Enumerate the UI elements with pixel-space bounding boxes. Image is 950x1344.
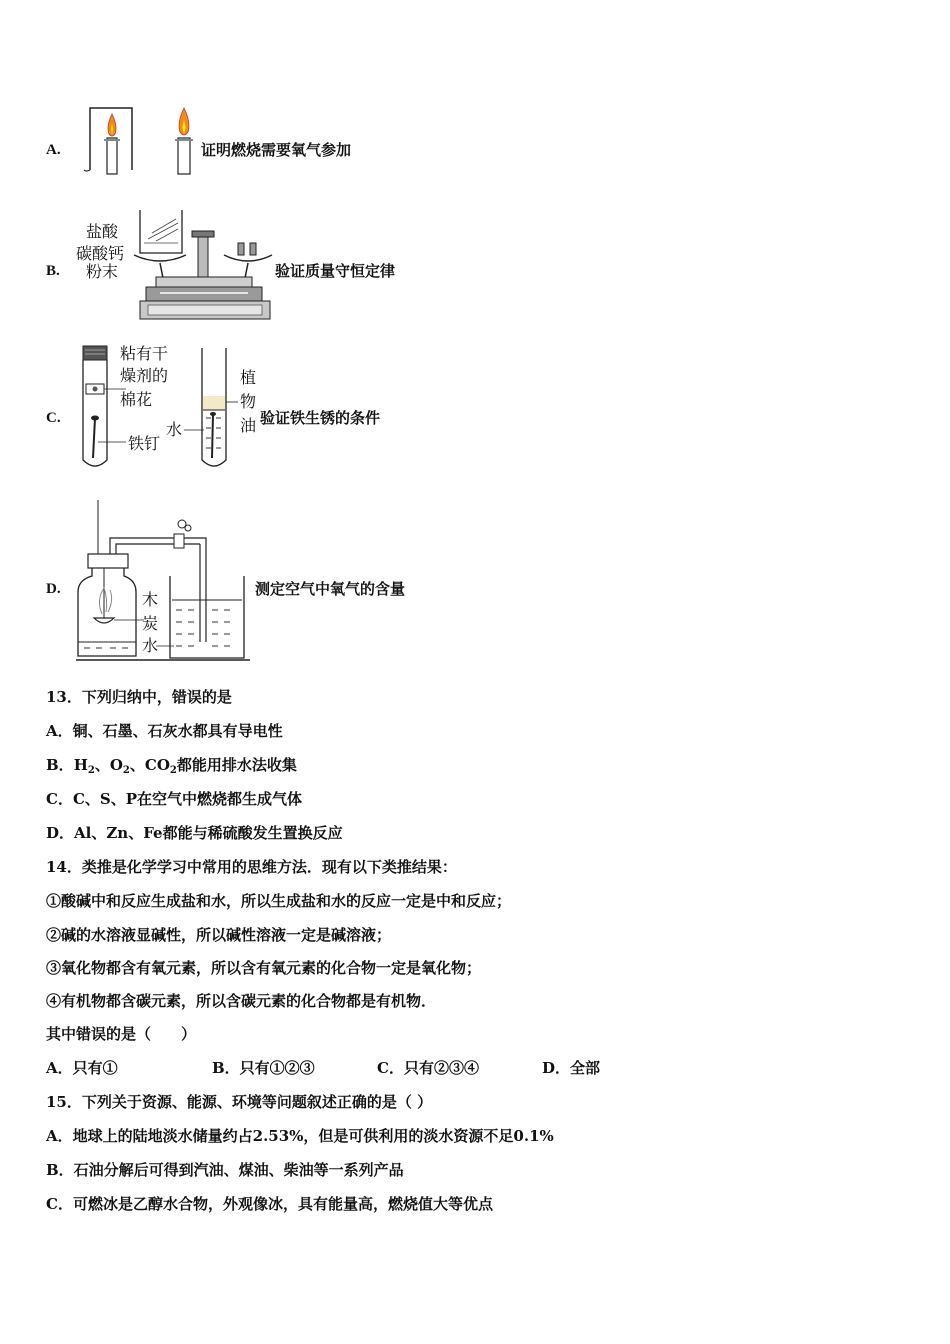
formula-h: H (73, 756, 88, 774)
label-water-d: 水 (142, 636, 159, 655)
q15-stem: 15．下列关于资源、能源、环境等问题叙述正确的是（ ） (46, 1093, 433, 1111)
option-a-letter: A. (46, 142, 61, 158)
option-a-caption: 证明燃烧需要氧气参加 (201, 141, 352, 159)
q13-option-b-text: 都能用排水法收集 (176, 756, 297, 774)
label-calcium-carbonate: 碳酸钙 (76, 244, 125, 263)
q13-option-d (46, 823, 343, 843)
formula-o: 、O (94, 756, 123, 774)
label-charcoal-1: 木 (142, 590, 159, 609)
q15-option-c: C．可燃冰是乙醇水合物，外观像冰，具有能量高，燃烧值大等优点 (46, 1195, 493, 1213)
q14-option-c: C．只有②③④ (377, 1059, 479, 1077)
q13-option-b-letter: B． (46, 756, 74, 774)
q13-stem: 13．下列归纳中，错误的是 (46, 688, 232, 706)
option-d-letter: D. (46, 581, 61, 597)
q14-stem: 14．类推是化学学习中常用的思维方法．现有以下类推结果： (46, 858, 457, 876)
q15-option-b: B．石油分解后可得到汽油、煤油、柴油等一系列产品 (46, 1161, 404, 1179)
option-b-caption: 验证质量守恒定律 (275, 262, 396, 280)
label-oil-char1: 植 (240, 368, 257, 387)
q13-option-d-letter: D． (46, 824, 75, 842)
label-charcoal-2: 炭 (142, 614, 159, 633)
q14-statement-2: ②碱的水溶液显碱性，所以碱性溶液一定是碱溶液； (46, 926, 392, 944)
subscript: 2 (122, 765, 130, 776)
oxygen-content-apparatus-diagram (74, 496, 254, 664)
label-oil-char2: 物 (240, 392, 257, 411)
q14-statement-4: ④有机物都含碳元素，所以含碳元素的化合物都是有机物． (46, 992, 437, 1010)
q14-question: 其中错误的是（ ） (46, 1025, 197, 1043)
q13-option-a (46, 721, 283, 741)
q14-statement-3: ③氧化物都含有氧元素，所以含有氧元素的化合物一定是氧化物； (46, 959, 482, 977)
option-c-letter: C. (46, 410, 61, 426)
label-hydrochloric-acid: 盐酸 (86, 222, 119, 241)
subscript: 2 (169, 765, 177, 776)
q13-option-a-letter: A． (46, 722, 73, 740)
q14-statement-1: ①酸碱中和反应生成盐和水，所以生成盐和水的反应一定是中和反应； (46, 892, 512, 910)
q15-option-a: A．地球上的陆地淡水储量约占2.53%，但是可供利用的淡水资源不足0.1% (46, 1127, 554, 1145)
q13-option-b (46, 755, 297, 781)
label-dry-agent-line1: 粘有干 (120, 344, 169, 363)
label-iron-nail: 铁钉 (128, 434, 161, 453)
q13-option-c-text: C、S、P在空气中燃烧都生成气体 (72, 790, 303, 808)
label-water-c: 水 (166, 420, 183, 439)
q14-option-b: B．只有①②③ (212, 1059, 315, 1077)
formula-co: 、CO (129, 756, 170, 774)
q14-option-d: D．全部 (542, 1059, 601, 1077)
option-c-caption: 验证铁生锈的条件 (260, 409, 381, 427)
balance-diagram (120, 205, 275, 327)
label-oil-char3: 油 (240, 416, 257, 435)
option-d-caption: 测定空气中氧气的含量 (255, 580, 406, 598)
q13-option-a-text: 铜、石墨、石灰水都具有导电性 (72, 722, 283, 740)
label-dry-agent-line2: 燥剂的 (120, 366, 169, 385)
label-powder: 粉末 (86, 262, 119, 281)
q14-option-a: A．只有① (46, 1059, 118, 1077)
q13-option-c-letter: C． (46, 790, 73, 808)
label-cotton: 棉花 (120, 390, 153, 409)
candle-jar-diagram (76, 100, 206, 180)
option-b-letter: B. (46, 263, 60, 279)
q13-option-d-text: Al、Zn、Fe都能与稀硫酸发生置换反应 (74, 824, 343, 842)
q13-option-c (46, 789, 302, 809)
subscript: 2 (87, 765, 95, 776)
